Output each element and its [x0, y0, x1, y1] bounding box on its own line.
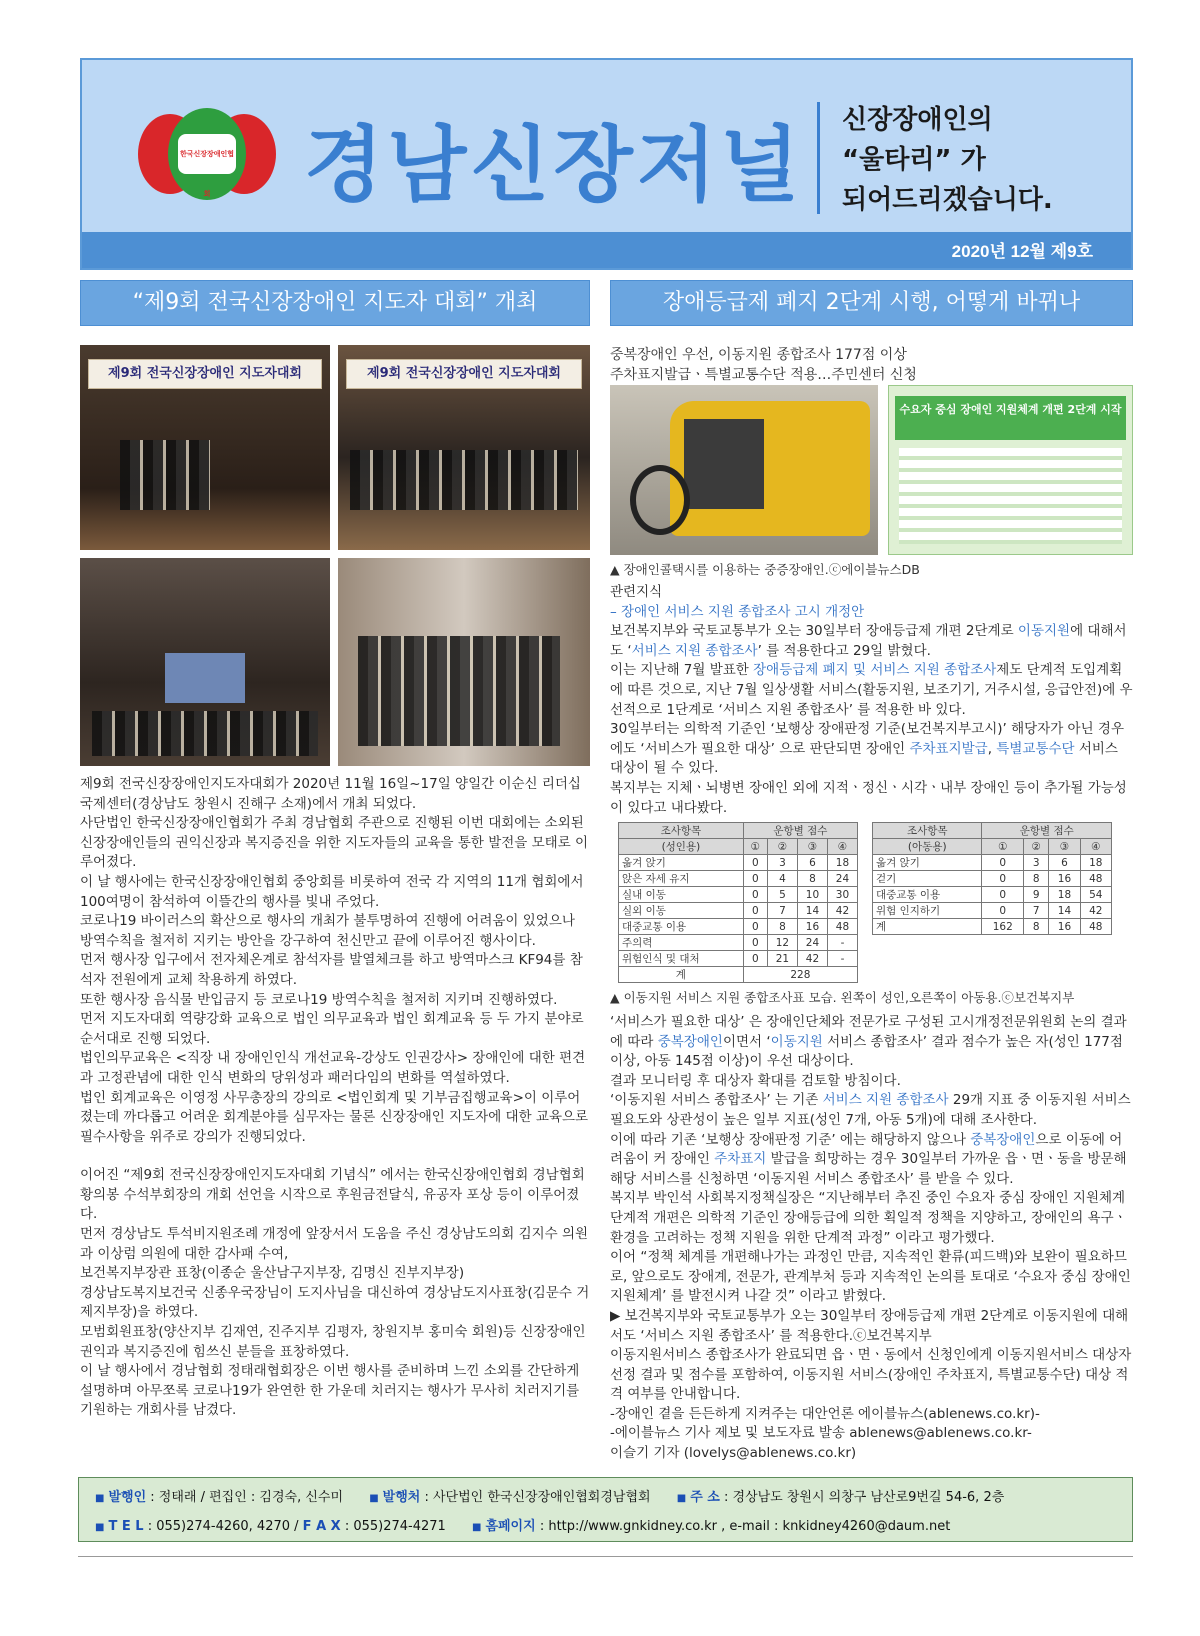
- paragraph: 제9회 전국신장장애인지도자대회가 2020년 11월 16일~17일 양일간 이순신 리더십 국제센터(경상남도 창원시 진해구 소재)에서 개최 되었다.: [80, 776, 581, 812]
- paragraph: 사단법인 한국신장장애인협회가 주최 경남협회 주관으로 진행된 이번 대회에는 소외된 신장장애인들의 권익신장과 복지증진을 위한 지도자들의 교육을 통한 발전을 모태로 이루어졌다.: [80, 815, 589, 871]
- footer-value: : 경상남도 창원시 의창구 남산로9번길 54-6, 2층: [724, 1490, 1005, 1505]
- footer-label: 홈페이지: [485, 1519, 536, 1534]
- square-bullet-icon: ■: [471, 1522, 482, 1533]
- table-row: 대중교통 이용 0 8 16 48: [619, 919, 858, 935]
- paragraph: ‘서비스가 필요한 대상’ 은 장애인단체와 전문가로 구성된 고시개정전문위원회 논의 결과에 따라 중복장애인이면서 ‘이동지원 서비스 종합조사’ 결과 점수가 높은 자(성인 177점 이상, 아동 145점 이상)이 우선 대상이다.: [610, 1014, 1127, 1070]
- paragraph: 먼저 지도자대회 역량강화 교육으로 법인 의무교육과 법인 회계교육 등 두 가지 분야로 순서대로 진행 되었다.: [80, 1011, 584, 1047]
- paragraph: 법인 회계교육은 이영정 사무총장의 강의로 <법인회계 및 기부금집행교육>이 이루어졌는데 까다롭고 어려운 회계분야를 심무자는 물론 신장장애인 지도자에 대한 교육으로 필수사항을 위주로 강의가 진행되었다.: [80, 1089, 589, 1145]
- paragraph: 이 날 행사에서 경남협회 정태래협회장은 이번 행사를 준비하며 느낀 소외를 간단하게 설명하며 아무쪼록 코로나19가 완연한 한 가운데 치러지는 행사가 무사히 치러지기를 기원하는 개회사를 남겼다.: [80, 1363, 580, 1419]
- footer-label: 주 소: [690, 1490, 720, 1505]
- slogan-line-2: “울타리” 가: [842, 145, 986, 175]
- masthead-divider: [817, 102, 820, 214]
- paragraph: 이는 지난해 7월 발표한 장애등급제 폐지 및 서비스 지원 종합조사제도 단계적 도입계획에 따른 것으로, 지난 7월 일상생활 서비스(활동지원, 보조기기, 거주시설, 응급안전)에 우선적으로 1단계로 ‘서비스 지원 종합조사’ 를 적용한 바 있다.: [610, 662, 1133, 718]
- table-total-row: 계 228: [619, 967, 858, 983]
- table-row: 위험인식 및 대처 0 21 42 -: [619, 951, 858, 967]
- flag-bearers: [120, 440, 210, 510]
- slogan-line-1: 신장장애인의: [842, 105, 993, 135]
- subtitle-line-2: 주차표지발급ㆍ특별교통수단 적용…주민센터 신청: [610, 367, 917, 383]
- paragraph: 이동지원서비스 종합조사가 완료되면 읍ㆍ면ㆍ동에서 신청인에게 이동지원서비스 대상자 선정 결과 및 점수를 포함하여, 이동지원 서비스(장애인 주차표지, 특별교통수단) 대상 적격 여부를 안내합니다.: [610, 1347, 1132, 1403]
- table-row: 위험 인지하기 0 7 14 42: [873, 903, 1112, 919]
- issue-number: 2020년 12월 제9호: [951, 242, 1093, 261]
- right-article-header: 장애등급제 폐지 2단계 시행, 어떻게 바뀌나: [610, 280, 1133, 326]
- event-photo-stage: [80, 345, 330, 550]
- keyword-link[interactable]: 이동지원: [1017, 623, 1071, 640]
- table-row: 대중교통 이용 0 9 18 54: [873, 887, 1112, 903]
- square-bullet-icon: ■: [95, 1493, 105, 1504]
- paragraph: 30일부터는 의학적 기준인 ‘보행상 장애판정 기준(보건복지부고시)’ 해당자가 아닌 경우에도 ‘서비스가 필요한 대상’ 으로 판단되면 장애인 주차표지발급, 특별교통수단 서비스 대상이 될 수 있다.: [610, 721, 1125, 777]
- paragraph: 이 날 행사에는 한국신장장애인협회 중앙회를 비롯하여 전국 각 지역의 11개 협회에서 100여명이 참석하여 이뜰간의 행사를 빛내 주었다.: [80, 873, 584, 910]
- paragraph: ‘이동지원 서비스 종합조사’ 는 기존 서비스 지원 종합조사 29개 지표 중 이동지원 서비스 필요도와 상관성이 높은 일부 지표(성인 7개, 아동 5개)에 대해 조사한다.: [610, 1092, 1131, 1128]
- newsletter-title: 경남신장저널: [304, 117, 804, 213]
- table-header: (아동용): [873, 839, 982, 855]
- right-article-body-top: [610, 583, 1133, 818]
- table-row: 옮겨 앉기 0 3 6 18: [619, 855, 858, 871]
- policy-poster: [888, 385, 1133, 555]
- table-header: 운항별 점수: [743, 823, 857, 839]
- paragraph: 이어진 “제9회 전국신장장애인지도자대회 기념식” 에서는 한국신장애인협회 경남협회 황의봉 수석부회장의 개회 선언을 시작으로 후원금전달식, 유공자 포상 등이 이루어졌다.: [80, 1167, 585, 1223]
- keyword-link[interactable]: 서비스 지원 종합조사: [822, 1092, 949, 1109]
- paragraph: 법인의무교육은 <직장 내 장애인인식 개선교육-강상도 인권강사> 장애인에 대한 편견과 고정관념에 대한 인식 변화의 당위성과 패러다임의 변화를 역설하였다.: [80, 1050, 586, 1086]
- footer-value: : 055)274-4271: [344, 1519, 446, 1534]
- related-link[interactable]: – 장애인 서비스 지원 종합조사 고시 개정안: [610, 603, 865, 620]
- paragraph-gap: [80, 1147, 590, 1166]
- wheelchair-icon: [630, 465, 690, 535]
- photo-banner: 제9회 전국신장장애인 지도자대회: [88, 359, 322, 389]
- reporter-byline: 이슬기 기자 (lovelys@ablenews.co.kr): [610, 1445, 857, 1462]
- related-label: 관련지식: [610, 584, 663, 600]
- paragraph: 보건복지부장관 표창(이종순 울산남구지부장, 김명신 진부지부장): [80, 1265, 465, 1282]
- table-row: 실내 이동 0 5 10 30: [619, 887, 858, 903]
- event-photo-reception: [338, 558, 590, 766]
- footer-label: T E L: [108, 1519, 144, 1534]
- event-photo-group: [338, 345, 590, 550]
- table-caption: ▲ 이동지원 서비스 지원 종합조사표 모습. 왼쪽이 성인,오른쪽이 아동용.ⓒ보건복지부: [610, 990, 1075, 1005]
- logo-text: 한국신장장애인협회: [178, 134, 236, 174]
- reception-people: [358, 636, 560, 746]
- paragraph: 보건복지부와 국토교통부가 오는 30일부터 장애등급제 개편 2단계로 이동지원에 대해서도 ‘서비스 지원 종합조사’ 를 적용한다고 29일 밝혔다.: [610, 623, 1127, 659]
- paragraph: 경상남도복지보건국 신종우국장님이 도지사님을 대신하여 경상남도지사표창(김문수 거제지부장)을 하였다.: [80, 1284, 590, 1321]
- square-bullet-icon: ■: [369, 1493, 379, 1504]
- left-article-body: [80, 775, 590, 1421]
- photo-caption: ▲ 장애인콜택시를 이용하는 중증장애인.ⓒ에이블뉴스DB: [610, 562, 920, 577]
- paragraph: 먼저 경상남도 투석비지원조례 개정에 앞장서서 도움을 주신 경상남도의회 김지수 의원과 이상럼 의원에 대한 감사패 수여,: [80, 1226, 589, 1262]
- keyword-link[interactable]: 중복장애인: [657, 1033, 723, 1050]
- paragraph: 코로나19 바이러스의 확산으로 행사의 개최가 불투명하여 진행에 어려움이 있었으나 방역수칙을 철저히 지키는 방안을 강구하여 천신만고 끝에 이루어진 행사이다.: [80, 913, 575, 949]
- keyword-link[interactable]: 서비스 지원 종합조사: [631, 642, 758, 659]
- paragraph: 이어 “정책 체계를 개편해나가는 과정인 만큼, 지속적인 환류(피드백)와 보완이 필요하므로, 앞으로도 장애계, 전문가, 관계부처 등과 지속적인 논의를 토대로 ‘수요자 중심 장애인 지원체계’ 를 발전시켜 나갈 것” 이라고 밝혔다.: [610, 1249, 1131, 1305]
- table-row: 실외 이동 0 7 14 42: [619, 903, 858, 919]
- footer-value: : 055)274-4260, 4270 /: [147, 1519, 303, 1534]
- table-row: 옮겨 앉기 0 3 6 18: [873, 855, 1112, 871]
- footer-label: 발행인: [108, 1490, 147, 1505]
- table-header: (성인용): [619, 839, 744, 855]
- paragraph: 모범회원표창(양산지부 김재연, 진주지부 김평자, 창원지부 홍미숙 회원)등 신장장애인 권익과 복지증진에 힘쓰신 분들을 표창하였다.: [80, 1324, 586, 1360]
- table-header: 조사항목: [873, 823, 982, 839]
- keyword-link[interactable]: 장애등급제 폐지 및 서비스 지원 종합조사: [753, 662, 997, 679]
- event-photo-hall: [80, 558, 330, 766]
- table-total-row: 계 162 8 16 48: [873, 919, 1112, 935]
- photo-banner: 제9회 전국신장장애인 지도자대회: [346, 359, 582, 389]
- left-article-header: “제9회 전국신장장애인 지도자 대회” 개최: [80, 280, 590, 326]
- subtitle-line-1: 중복장애인 우선, 이동지원 종합조사 177점 이상: [610, 347, 907, 363]
- hall-audience: [92, 711, 318, 756]
- table-row: 걷기 0 8 16 48: [873, 871, 1112, 887]
- keyword-link[interactable]: 주차표지발급: [909, 740, 988, 757]
- paragraph: -장애인 곁을 든든하게 지켜주는 대안언론 에이블뉴스(ablenews.co.kr)-: [610, 1405, 1040, 1422]
- footer-value: : 정태래 / 편집인 : 김경숙, 신수미: [150, 1490, 344, 1505]
- footer-row-2: [95, 1515, 972, 1534]
- article-subtitle: [610, 345, 917, 385]
- paragraph: 또한 행사장 음식물 반입금지 등 코로나19 방역수칙을 철저히 지키며 진행하였다.: [80, 991, 558, 1008]
- slogan-line-3: 되어드리겠습니다.: [842, 185, 1053, 215]
- van-door: [684, 419, 764, 509]
- table-header: 운항별 점수: [982, 823, 1112, 839]
- table-header: 조사항목: [619, 823, 744, 839]
- bottom-divider: [78, 1556, 1133, 1557]
- homepage-link[interactable]: : http://www.gnkidney.co.kr , e-mail : knkidney4260@daum.net: [539, 1519, 951, 1534]
- keyword-link[interactable]: 주차표지: [714, 1151, 767, 1168]
- poster-body: [899, 448, 1122, 544]
- paragraph: -에이블뉴스 기사 제보 및 보도자료 발송 ablenews@ablenews.co.kr-: [610, 1425, 1032, 1442]
- square-bullet-icon: ■: [676, 1493, 687, 1504]
- footer-label: F A X: [302, 1519, 341, 1534]
- paragraph: 복지부는 지체ㆍ뇌병변 장애인 외에 지적ㆍ정신ㆍ시각ㆍ내부 장애인 등이 추가될 가능성이 있다고 내다봤다.: [610, 779, 1127, 816]
- publisher-footer: [78, 1477, 1133, 1542]
- hall-screen: [165, 653, 245, 703]
- slogan: [842, 100, 1053, 220]
- table-row: 앉은 자세 유지 0 4 8 24: [619, 871, 858, 887]
- paragraph: 이에 따라 기존 ‘보행상 장애판정 기준’ 에는 해당하지 않으나 중복장애인으로 이동에 어려움이 커 장애인 주차표지 발급을 희망하는 경우 30일부터 가까운 읍ㆍ면ㆍ동을 방문해 해당 서비스를 신청하면 ‘이동지원 서비스 종합조사’ 를 받을 수 있다.: [610, 1131, 1127, 1187]
- paragraph: 결과 모니터링 후 대상자 확대를 검토할 방침이다.: [610, 1072, 901, 1089]
- table-row: 주의력 0 12 24 -: [619, 935, 858, 951]
- square-bullet-icon: ■: [95, 1522, 105, 1533]
- association-logo: [138, 104, 276, 204]
- adult-survey-table: 조사항목 운항별 점수 (성인용) ① ② ③ ④ 옮겨 앉기 0 3 6 18 앉은 자세 유지 0 4 8 24 실내 이동 0 5 10 30 실외 이동 0 7 14 42 대중교통 이용 0 8 16 48 주의력 0 12 24 - 위험인식 및 대처 0 21 42 - 계 228: [618, 822, 858, 983]
- keyword-link[interactable]: 이동지원: [770, 1033, 823, 1050]
- footer-label: 발행처: [382, 1490, 421, 1505]
- paragraph: 복지부 박인석 사회복지정책실장은 “지난해부터 추진 중인 수요자 중심 장애인 지원체계 단계적 개편은 의학적 기준인 장애등급에 의한 획일적 정책을 지양하고, 장애인의 욕구ㆍ환경을 고려하는 정책 지원을 위한 단계적 과정” 이라고 평가했다.: [610, 1190, 1127, 1246]
- keyword-link[interactable]: 특별교통수단: [996, 740, 1075, 757]
- taxi-photo: [610, 385, 878, 555]
- poster-title: 수요자 중심 장애인 지원체계 개편 2단계 시작: [895, 396, 1126, 440]
- paragraph: 먼저 행사장 입구에서 전자체온계로 참석자를 발열체크를 하고 방역마스크 KF94를 참석자 전원에게 교체 착용하게 하였다.: [80, 952, 583, 988]
- paragraph: ▶ 보건복지부와 국토교통부가 오는 30일부터 장애등급제 개편 2단계로 이동지원에 대해서도 ‘서비스 지원 종합조사’ 를 적용한다.ⓒ보건복지부: [610, 1307, 1129, 1344]
- footer-value: : 사단법인 한국신장장애인협회경남협회: [424, 1490, 651, 1505]
- footer-row-1: [95, 1486, 1026, 1505]
- right-article-body-bottom: [610, 1013, 1133, 1464]
- child-survey-table: 조사항목 운항별 점수 (아동용) ① ② ③ ④ 옮겨 앉기 0 3 6 18 걷기 0 8 16 48 대중교통 이용 0 9 18 54 위험 인지하기 0 7 14 42 계 162 8 16 48: [872, 822, 1112, 935]
- group-crowd: [350, 450, 578, 510]
- masthead: [80, 58, 1133, 270]
- keyword-link[interactable]: 중복장애인: [970, 1131, 1036, 1148]
